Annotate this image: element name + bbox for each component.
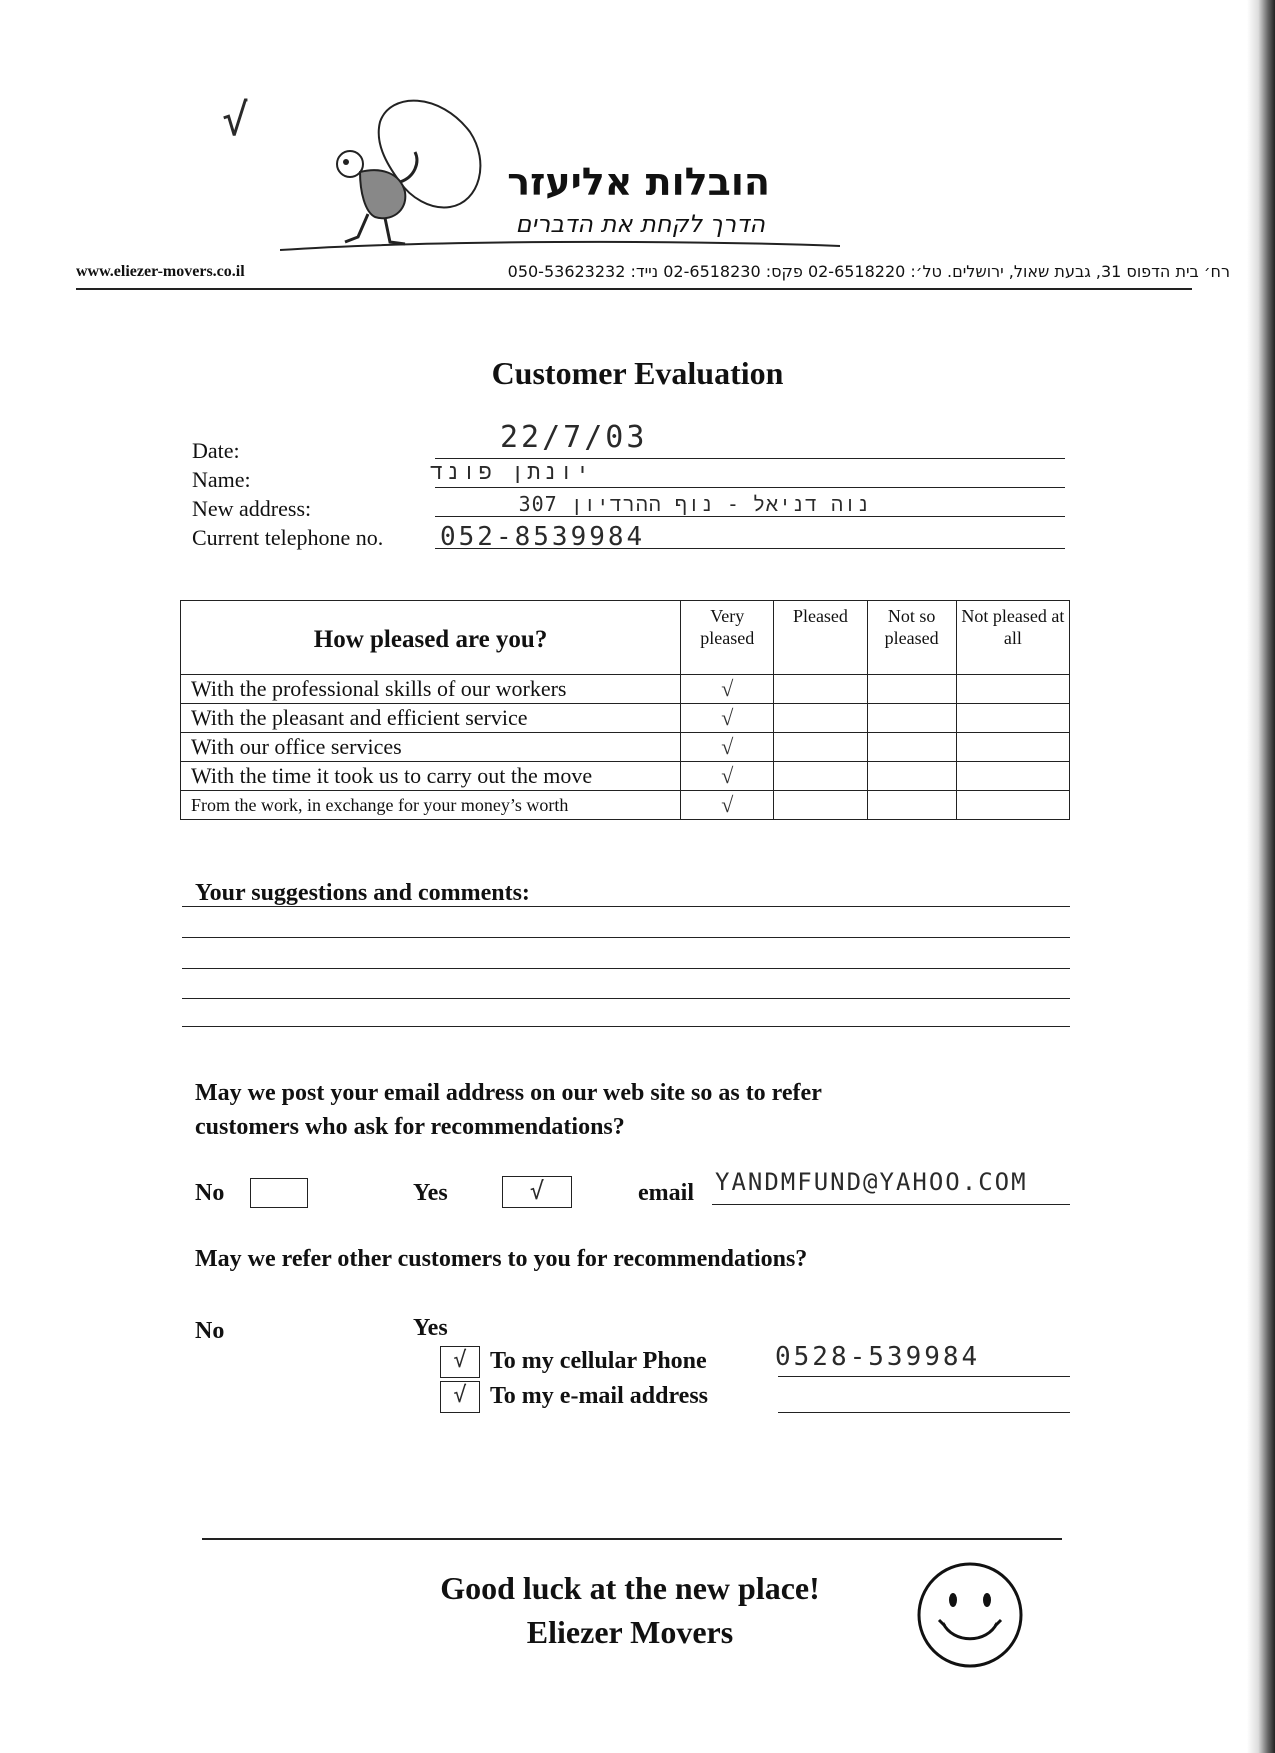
rating-check-pleased[interactable]	[774, 704, 867, 733]
comment-line-2[interactable]	[182, 937, 1070, 938]
date-label: Date:	[192, 438, 240, 463]
rating-row-label: With our office services	[181, 733, 681, 762]
rating-row	[181, 762, 1070, 791]
rating-row	[181, 675, 1070, 704]
cellular-phone-line	[778, 1376, 1070, 1377]
rating-check-pleased[interactable]	[774, 762, 867, 791]
rating-check-not-so-pleased[interactable]	[867, 762, 956, 791]
comment-line-1[interactable]	[182, 906, 1070, 907]
footer-line2: Eliezer Movers	[526, 1614, 734, 1650]
rating-check-not-pleased[interactable]	[956, 704, 1069, 733]
email-no-checkbox[interactable]	[250, 1178, 308, 1208]
rating-check-pleased[interactable]	[774, 733, 867, 762]
rating-row-label: With the professional skills of our workers	[181, 675, 681, 704]
date-value[interactable]: 22/7/03	[500, 420, 648, 455]
company-address-line: רח׳ בית הדפוס 31, גבעת שאול, ירושלים. טל׳: 02-6518220 פקס: 02-6518230 נייד: 050-53623232	[507, 262, 1230, 281]
rating-check-not-so-pleased[interactable]	[867, 791, 956, 820]
footer-line1: Good luck at the new place!	[440, 1570, 820, 1606]
rating-row	[181, 733, 1070, 762]
footer-rule	[202, 1538, 1062, 1540]
refer-yes-label: Yes	[413, 1315, 448, 1341]
rating-check-very-pleased[interactable]: √	[681, 704, 774, 733]
email-label: email	[638, 1180, 694, 1206]
rating-check-not-so-pleased[interactable]	[867, 675, 956, 704]
rating-row-label: With the time it took us to carry out the move	[181, 762, 681, 791]
rating-check-very-pleased[interactable]: √	[681, 762, 774, 791]
col-not-pleased-at-all: Not pleased at all	[956, 601, 1069, 675]
rating-check-not-so-pleased[interactable]	[867, 704, 956, 733]
rating-row-label: From the work, in exchange for your money’s worth	[181, 791, 681, 820]
comment-line-5[interactable]	[182, 1026, 1070, 1027]
rating-check-not-pleased[interactable]	[956, 675, 1069, 704]
col-not-so-pleased: Not so pleased	[867, 601, 956, 675]
name-value[interactable]: יונתן פונד	[430, 460, 593, 485]
rating-check-very-pleased[interactable]: √	[681, 791, 774, 820]
cellular-phone-checkbox[interactable]: √	[440, 1346, 480, 1378]
cellular-phone-value[interactable]: 0528-539984	[775, 1342, 981, 1372]
email-address-checkbox[interactable]: √	[440, 1381, 480, 1413]
rating-row-label: With the pleasant and efficient service	[181, 704, 681, 733]
scan-edge-shadow	[1247, 0, 1275, 1753]
rating-check-not-pleased[interactable]	[956, 762, 1069, 791]
date-line	[435, 458, 1065, 459]
phone-label: Current telephone no.	[192, 525, 384, 550]
email-value[interactable]: YANDMFUND@YAHOO.COM	[715, 1168, 1028, 1196]
rating-check-pleased[interactable]	[774, 791, 867, 820]
company-slogan-hebrew: הדרך לקחת את הדברים	[515, 210, 765, 238]
email-yes-checkbox[interactable]: √	[502, 1176, 572, 1208]
name-line	[435, 487, 1065, 488]
email-address-line[interactable]	[778, 1412, 1070, 1413]
email-address-option: To my e-mail address	[490, 1383, 709, 1409]
rating-check-very-pleased[interactable]: √	[681, 675, 774, 704]
rating-question: How pleased are you?	[181, 601, 681, 675]
comment-line-4[interactable]	[182, 998, 1070, 999]
letterhead-rule	[76, 288, 1192, 290]
rating-table	[180, 600, 1070, 820]
cellular-phone-option: To my cellular Phone	[490, 1348, 707, 1374]
new-address-value[interactable]: נוה דניאל - נוף ההרדיון 307	[518, 492, 870, 516]
new-address-label: New address:	[192, 496, 312, 521]
comment-line-3[interactable]	[182, 968, 1070, 969]
col-very-pleased: Very pleased	[681, 601, 774, 675]
letterhead-swoosh	[280, 238, 840, 254]
top-check-mark: √	[222, 95, 252, 146]
rating-row	[181, 791, 1070, 820]
rating-check-very-pleased[interactable]: √	[681, 733, 774, 762]
smiley-icon	[915, 1560, 1025, 1670]
page-title: Customer Evaluation	[491, 355, 784, 391]
email-question-line2: customers who ask for recommendations?	[195, 1114, 625, 1140]
phone-value[interactable]: 052-8539984	[440, 522, 646, 552]
email-question-line1: May we post your email address on our web site so as to refer	[195, 1080, 822, 1106]
rating-check-not-pleased[interactable]	[956, 733, 1069, 762]
rating-row	[181, 704, 1070, 733]
company-name-hebrew: הובלות אליעזר	[507, 160, 770, 204]
email-yes-label: Yes	[413, 1180, 448, 1206]
mover-mascot-logo	[320, 92, 500, 252]
rating-check-pleased[interactable]	[774, 675, 867, 704]
email-no-label: No	[195, 1180, 225, 1206]
refer-question: May we refer other customers to you for recommendations?	[195, 1246, 808, 1272]
email-line	[712, 1204, 1070, 1205]
rating-check-not-so-pleased[interactable]	[867, 733, 956, 762]
col-pleased: Pleased	[774, 601, 867, 675]
company-website: www.eliezer-movers.co.il	[76, 263, 245, 280]
suggestions-label: Your suggestions and comments:	[195, 880, 530, 906]
rating-check-not-pleased[interactable]	[956, 791, 1069, 820]
name-label: Name:	[192, 467, 251, 492]
refer-no-label: No	[195, 1318, 225, 1344]
